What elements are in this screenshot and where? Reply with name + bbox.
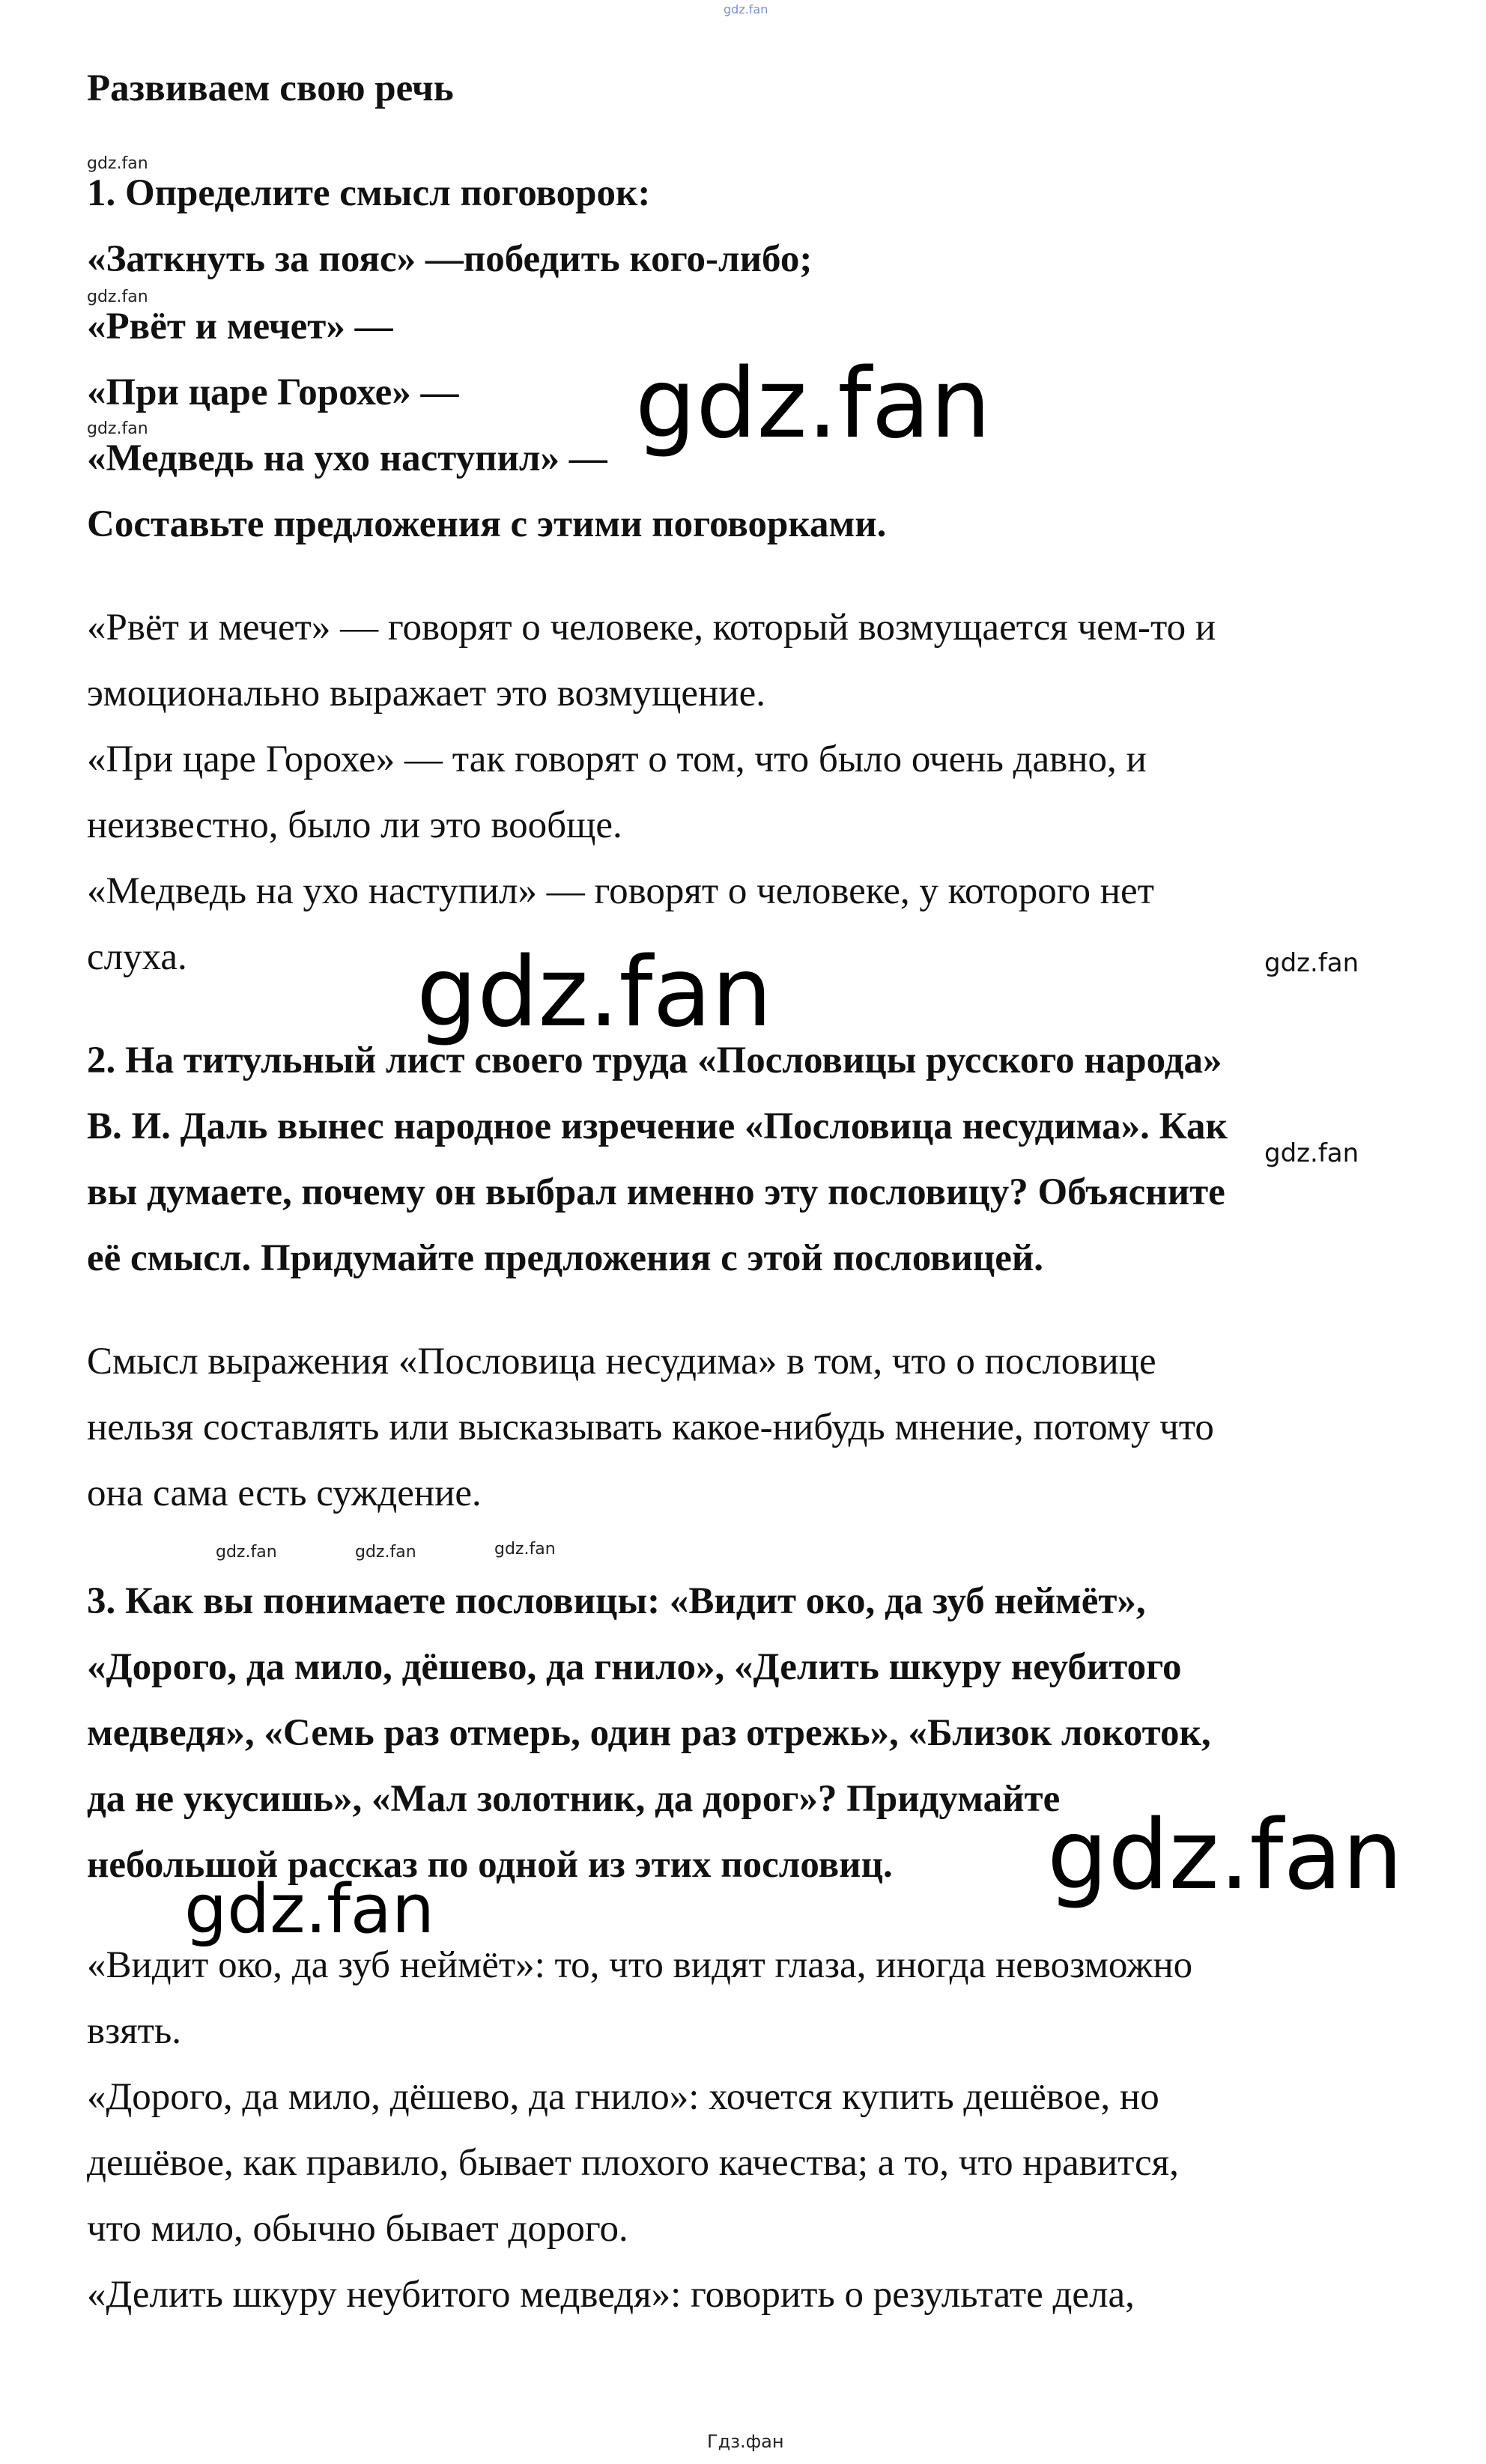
task1-question-line: «Заткнуть за пояс» —победить кого-либо; (87, 238, 813, 280)
task1-answer-line: «Медведь на ухо наступил» — говорят о человеке, у которого нет (87, 870, 1154, 912)
task1-question-line: Составьте предложения с этими поговорками. (87, 503, 887, 545)
task2-question-line: 2. На титульный лист своего труда «Пословицы русского народа» (87, 1040, 1222, 1081)
task2-answer-line: Смысл выражения «Пословица несудима» в том, что о пословице (87, 1341, 1156, 1383)
task1-question-line: «Медведь на ухо наступил» — (87, 437, 607, 479)
task2-answer-line: нельзя составлять или высказывать какое-нибудь мнение, потому что (87, 1407, 1214, 1448)
watermark-tiny: gdz.fan (355, 1543, 416, 1562)
task3-question-line: небольшой рассказ по одной из этих пословиц. (87, 1844, 893, 1886)
task1-answer-line: «При царе Горохе» — так говорят о том, что было очень давно, и (87, 738, 1147, 780)
task3-answer-line: «Дорого, да мило, дёшево, да гнило»: хочется купить дешёвое, но (87, 2076, 1159, 2118)
watermark-large: gdz.fan (1047, 1800, 1403, 1911)
task2-question-line: вы думаете, почему он выбрал именно эту пословицу? Объясните (87, 1171, 1225, 1213)
watermark-tiny: gdz.fan (87, 288, 148, 306)
task3-answer-line: что мило, обычно бывает дорого. (87, 2208, 628, 2250)
watermark-tiny: gdz.fan (87, 154, 148, 173)
task1-question-line: 1. Определите смысл поговорок: (87, 172, 651, 214)
task1-answer-line: слуха. (87, 936, 187, 978)
task3-answer-line: взять. (87, 2010, 181, 2052)
task3-answer-line: дешёвое, как правило, бывает плохого качества; а то, что нравится, (87, 2142, 1179, 2184)
task3-answer-line: «Видит око, да зуб неймёт»: то, что видят глаза, иногда невозможно (87, 1944, 1193, 1986)
section-title: Развиваем свою речь (87, 67, 454, 109)
task1-question-line: «Рвёт и мечет» — (87, 306, 393, 348)
task1-question-line: «При царе Горохе» — (87, 371, 459, 413)
task2-answer-line: она сама есть суждение. (87, 1472, 482, 1514)
watermark-large: gdz.fan (635, 348, 991, 460)
watermark-tiny: gdz.fan (494, 1540, 556, 1559)
watermark-tiny: gdz.fan (216, 1543, 277, 1562)
task3-question-line: да не укусишь», «Мал золотник, да дорог»? Придумайте (87, 1778, 1061, 1820)
task3-answer-line: «Делить шкуру неубитого медведя»: говорить о результате дела, (87, 2274, 1135, 2316)
watermark-small: gdz.fan (1264, 1138, 1359, 1168)
watermark-large: gdz.fan (184, 1870, 434, 1949)
page-footer: Гдз.фан (707, 2431, 784, 2452)
watermark-large: gdz.fan (416, 937, 772, 1049)
task1-answer-line: эмоционально выражает это возмущение. (87, 673, 766, 714)
task2-question-line: её смысл. Придумайте предложения с этой пословицей. (87, 1237, 1044, 1279)
watermark-top: gdz.fan (724, 2, 768, 16)
task3-question-line: «Дорого, да мило, дёшево, да гнило», «Делить шкуру неубитого (87, 1646, 1182, 1688)
task2-question-line: В. И. Даль вынес народное изречение «Пословица несудима». Как (87, 1105, 1228, 1147)
task1-answer-line: неизвестно, было ли это вообще. (87, 804, 622, 846)
watermark-small: gdz.fan (1264, 948, 1359, 978)
task3-question-line: 3. Как вы понимаете пословицы: «Видит око, да зуб неймёт», (87, 1580, 1146, 1622)
task3-question-line: медведя», «Семь раз отмерь, один раз отрежь», «Близок локоток, (87, 1712, 1211, 1754)
watermark-tiny: gdz.fan (87, 419, 148, 438)
task1-answer-line: «Рвёт и мечет» — говорят о человеке, который возмущается чем-то и (87, 607, 1216, 649)
